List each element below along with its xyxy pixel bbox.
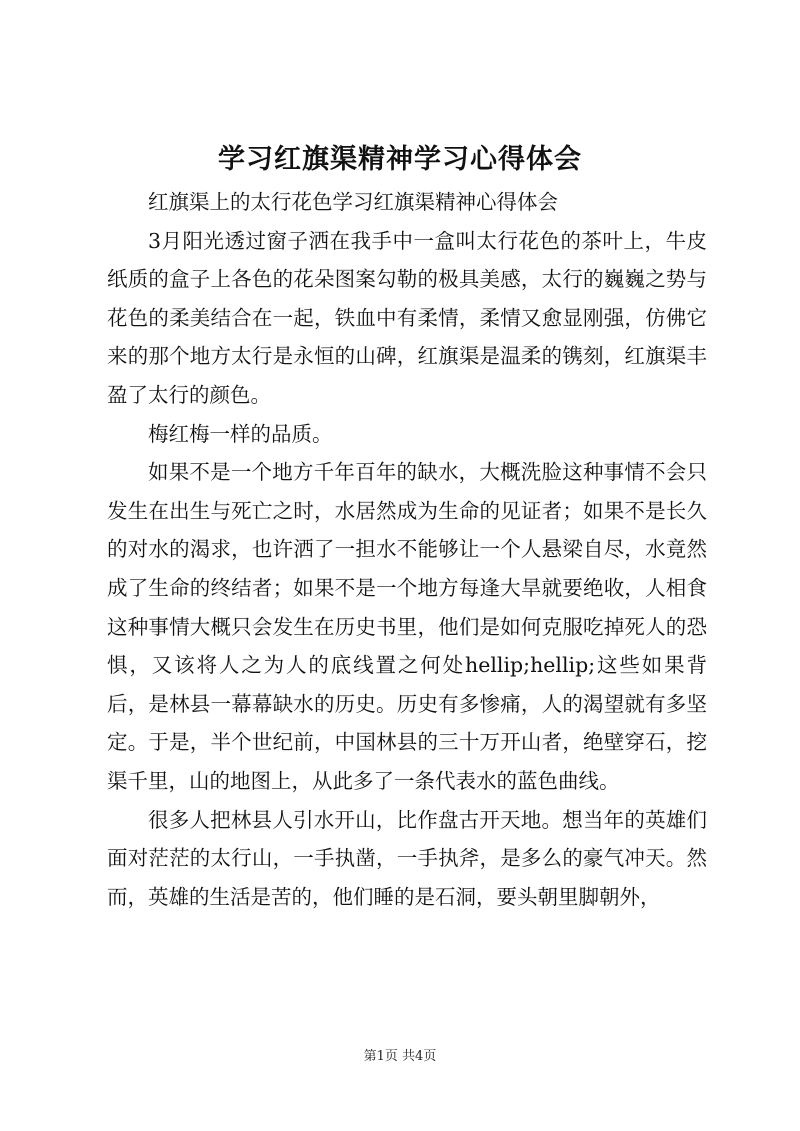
paragraph-4: 很多人把林县人引水开山，比作盘古开天地。想当年的英雄们面对茫茫的太行山，一手执凿，一手执斧，是多么的豪气冲天。然而，英雄的生活是苦的，他们睡的是石洞，要头朝里脚朝外，: [107, 807, 707, 909]
paragraph-3: 如果不是一个地方千年百年的缺水，大概洗脸这种事情不会只发生在出生与死亡之时，水居然成为生命的见证者；如果不是长久的对水的渴求，也许洒了一担水不能够让一个人悬梁自尽，水竟然成了生命的终结者；如果不是一个地方每逢大旱就要绝收，人相食这种事情大概只会发生在历史书里，他们是如何克服吃掉死人的恐惧，又该将人之为人的底线置之何处hellip;hellip;这些如果背后，是林县一幕幕缺水的历史。历史有多惨痛，人的渴望就有多坚定。于是，半个世纪前，中国林县的三十万开山者，绝壁穿石，挖渠千里，山的地图上，从此多了一条代表水的蓝色曲线。: [107, 460, 707, 793]
page-title: 学习红旗渠精神学习心得体会: [218, 144, 582, 175]
paragraph-2: 梅红梅一样的品质。: [148, 421, 333, 446]
paragraph-1: 3月阳光透过窗子洒在我手中一盒叫太行花色的茶叶上，牛皮纸质的盒子上各色的花朵图案勾勒的极具美感，太行的巍巍之势与花色的柔美结合在一起，铁血中有柔情，柔情又愈显刚强，仿佛它来的那个地方太行是永恒的山碑，红旗渠是温柔的镌刻，红旗渠丰盈了太行的颜色。: [107, 228, 707, 407]
page-number-footer: 第1页 共4页: [363, 1049, 437, 1064]
document-body: [107, 183, 707, 916]
paragraph-subtitle: 红旗渠上的太行花色学习红旗渠精神心得体会: [148, 190, 558, 214]
